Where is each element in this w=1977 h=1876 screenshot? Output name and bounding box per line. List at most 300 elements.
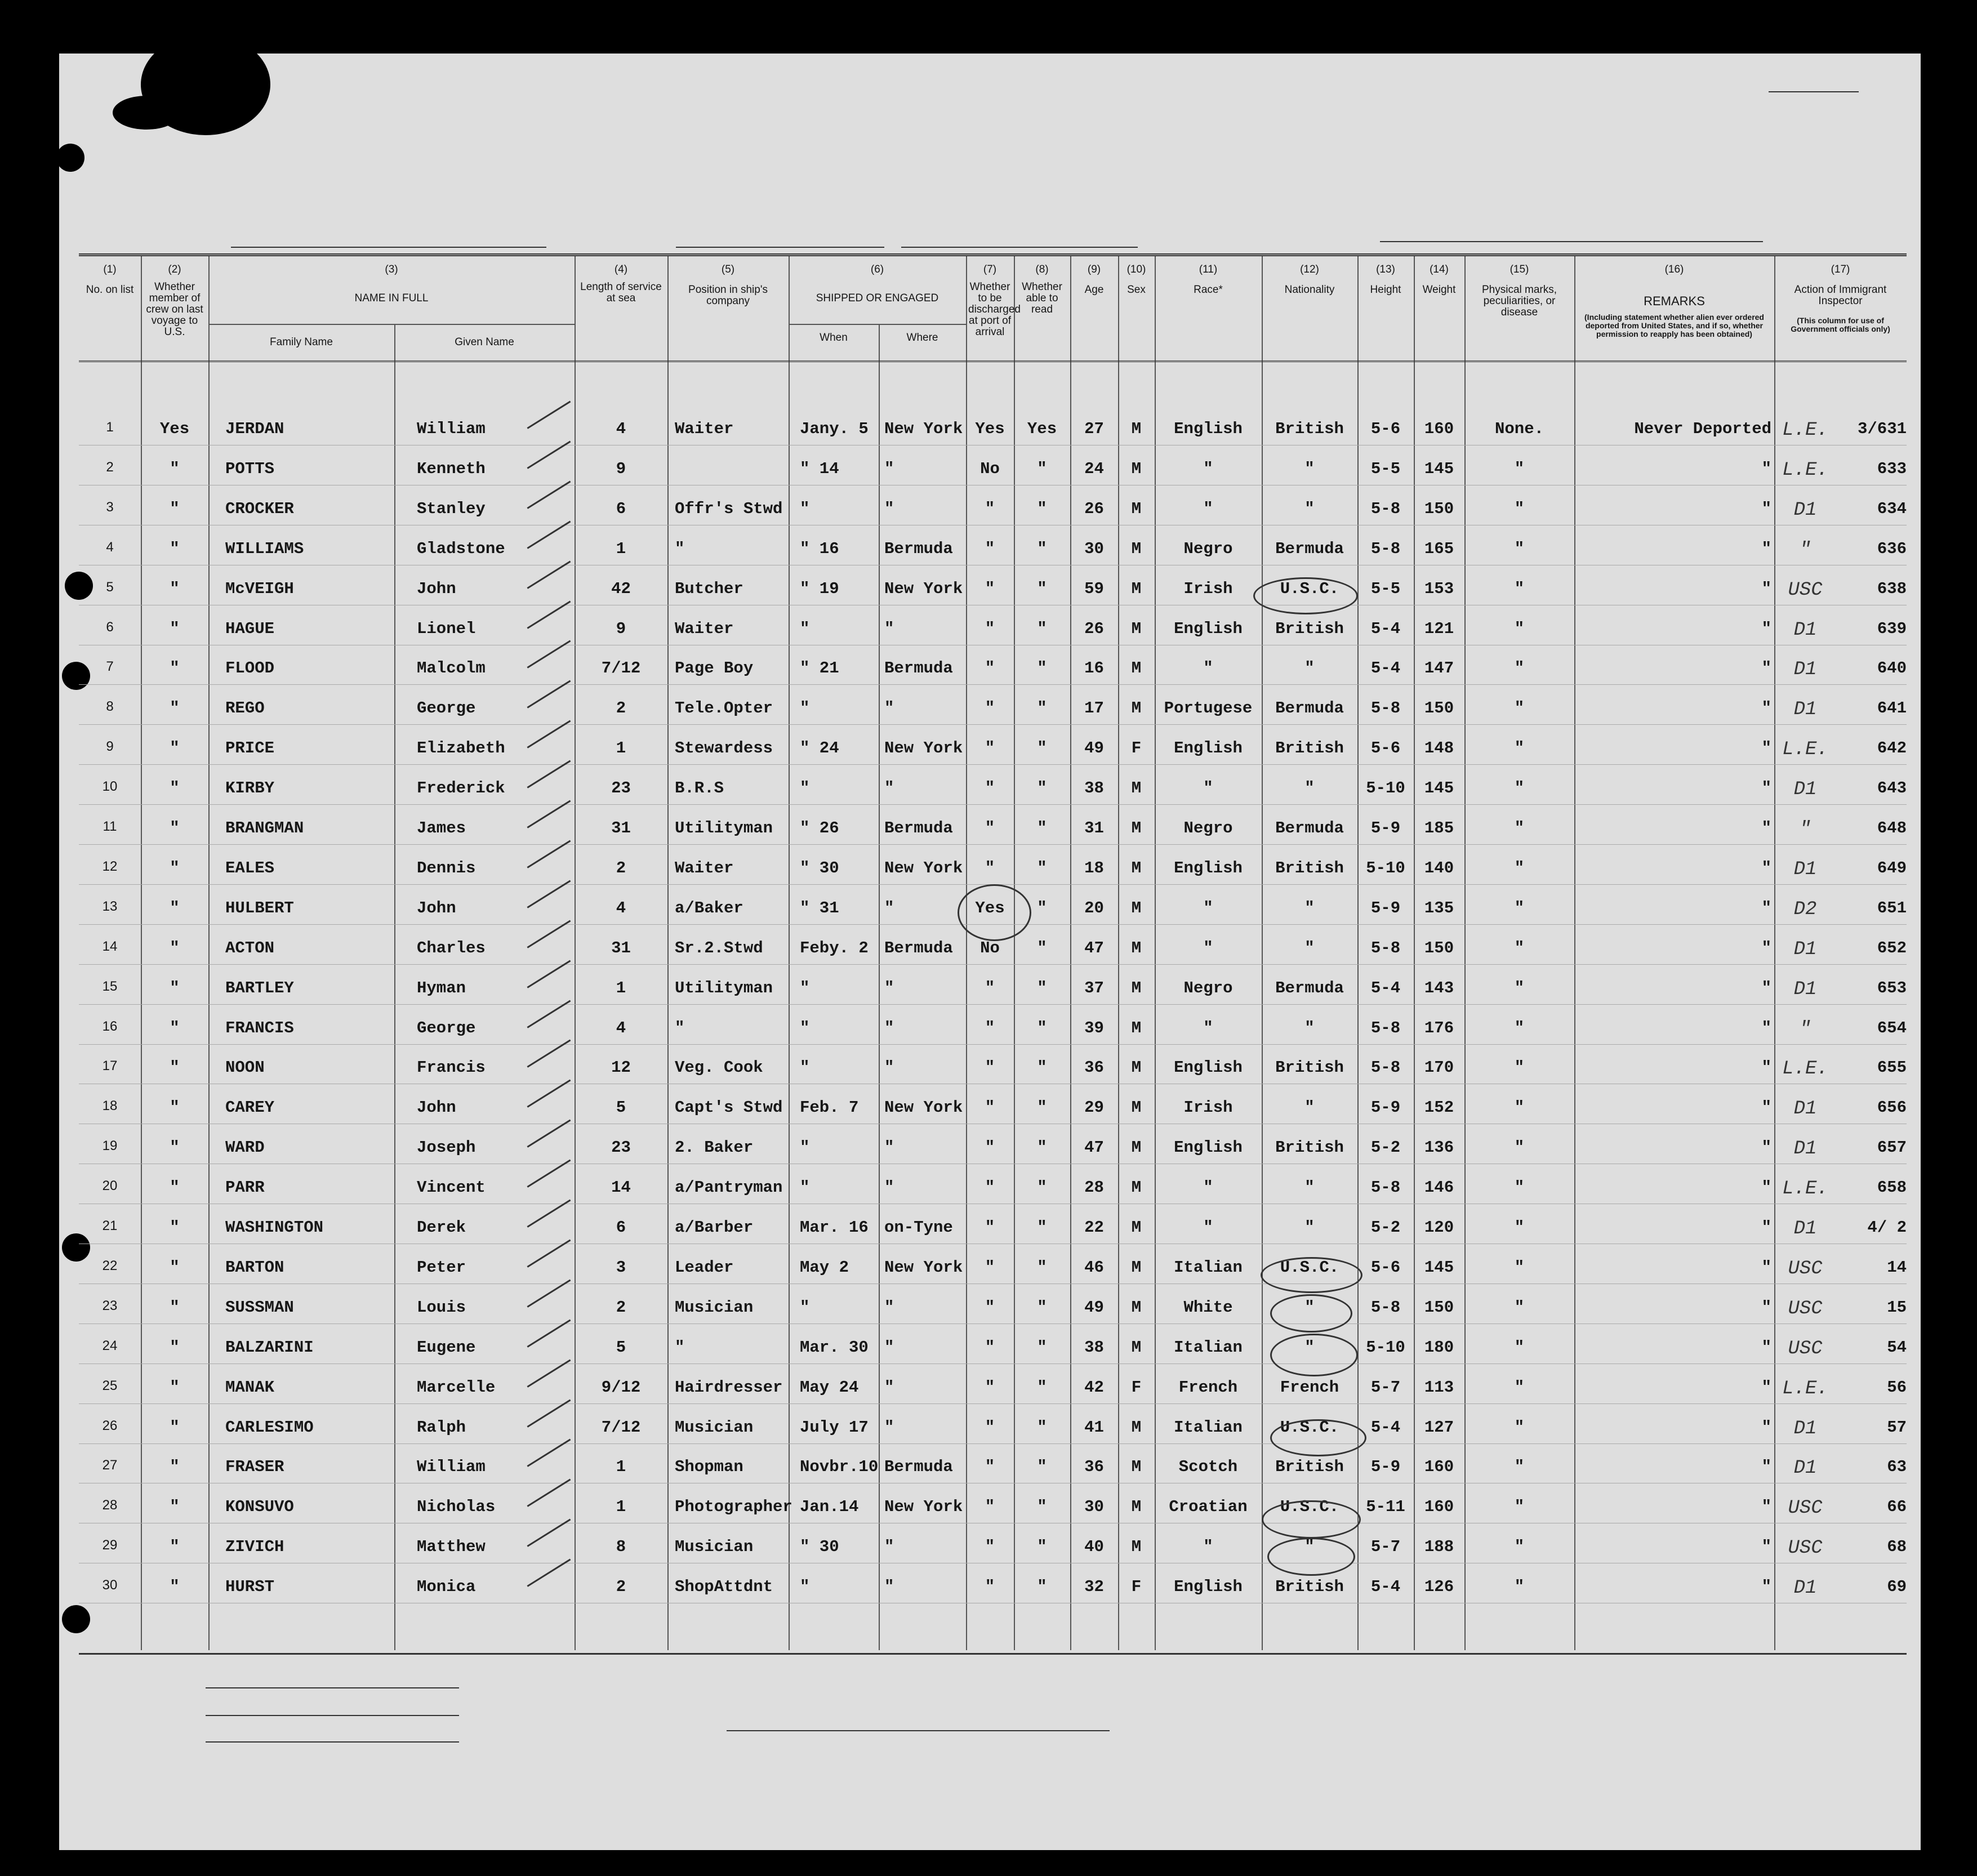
column-header: Action of Immigrant Inspector xyxy=(1794,284,1887,307)
cell-family: KONSUVO xyxy=(225,1498,294,1517)
cell-weight: 170 xyxy=(1424,1058,1454,1077)
cell-action: L.E. xyxy=(1782,420,1828,441)
cell-marks: " xyxy=(1514,938,1525,957)
cell-age: 42 xyxy=(1084,1378,1104,1397)
cell-nationality: " xyxy=(1304,779,1315,798)
cell-action: D1 xyxy=(1793,1138,1817,1160)
cell-marks: " xyxy=(1514,898,1525,917)
cell-member: " xyxy=(170,1058,180,1077)
cell-num: 57 xyxy=(1887,1418,1907,1437)
cell-read: " xyxy=(1037,1418,1047,1437)
cell-num: 4/ 2 xyxy=(1867,1218,1907,1237)
cell-num: 651 xyxy=(1877,898,1907,917)
cell-member: " xyxy=(170,858,180,877)
cell-when: Novbr.10 xyxy=(800,1458,879,1477)
cell-nationality: British xyxy=(1275,1458,1344,1477)
column-subheader: Where xyxy=(906,332,938,344)
column-rule xyxy=(1574,256,1575,1650)
cell-given: Eugene xyxy=(417,1338,476,1357)
cell-nationality: British xyxy=(1275,739,1344,758)
column-subheader: When xyxy=(820,332,848,344)
cell-where: " xyxy=(884,898,894,917)
cell-remarks: " xyxy=(1761,779,1771,798)
cell-read: " xyxy=(1037,1298,1047,1317)
cell-sex: M xyxy=(1131,819,1142,837)
cell-weight: 145 xyxy=(1424,459,1454,478)
cell-when: " 14 xyxy=(800,459,839,478)
cell-sex: M xyxy=(1131,1218,1142,1237)
cell-member: " xyxy=(170,1098,180,1117)
cell-action: D1 xyxy=(1793,938,1817,960)
usc-circle xyxy=(1270,1294,1352,1333)
cell-member: " xyxy=(170,1258,180,1277)
cell-where: " xyxy=(884,978,894,997)
cell-marks: " xyxy=(1514,1378,1525,1397)
cell-family: WILLIAMS xyxy=(225,539,304,558)
cell-family: PARR xyxy=(225,1178,265,1197)
cell-age: 37 xyxy=(1084,978,1104,997)
cell-family: FRASER xyxy=(225,1458,284,1477)
cell-race: Negro xyxy=(1183,539,1233,558)
cell-no: 17 xyxy=(102,1058,118,1074)
cell-family: KIRBY xyxy=(225,779,275,798)
punch-hole xyxy=(56,144,84,172)
cell-given: John xyxy=(417,898,456,917)
cell-read: " xyxy=(1037,1058,1047,1077)
cell-read: " xyxy=(1037,1458,1047,1477)
column-header: No. on list xyxy=(86,284,134,296)
cell-position: Musician xyxy=(675,1298,754,1317)
cell-num: 638 xyxy=(1877,579,1907,598)
cell-weight: 148 xyxy=(1424,739,1454,758)
cell-remarks: " xyxy=(1761,659,1771,678)
cell-height: 5-7 xyxy=(1370,1378,1401,1397)
cell-race: " xyxy=(1203,659,1213,678)
cell-marks: " xyxy=(1514,699,1525,718)
cell-where: " xyxy=(884,1378,894,1397)
cell-service: 23 xyxy=(611,1138,631,1157)
cell-marks: " xyxy=(1514,1498,1525,1517)
cell-disch: " xyxy=(985,819,995,837)
cell-position: Photographer xyxy=(675,1498,792,1517)
cell-height: 5-8 xyxy=(1370,1298,1401,1317)
cell-age: 27 xyxy=(1084,420,1104,438)
cell-disch: " xyxy=(985,1018,995,1037)
cell-sex: F xyxy=(1131,739,1142,758)
cell-where: on-Tyne xyxy=(884,1218,953,1237)
cell-service: 31 xyxy=(611,819,631,837)
cell-age: 38 xyxy=(1084,1338,1104,1357)
cell-given: John xyxy=(417,579,456,598)
cell-race: White xyxy=(1183,1298,1233,1317)
cell-num: 66 xyxy=(1887,1498,1907,1517)
cell-member: " xyxy=(170,539,180,558)
cell-position: a/Baker xyxy=(675,898,743,917)
cell-marks: " xyxy=(1514,1298,1525,1317)
cell-family: CROCKER xyxy=(225,499,294,518)
cell-service: 9 xyxy=(616,459,626,478)
cell-action: D1 xyxy=(1793,1578,1817,1599)
cell-disch: " xyxy=(985,1418,995,1437)
cell-marks: " xyxy=(1514,858,1525,877)
cell-marks: " xyxy=(1514,1098,1525,1117)
cell-where: " xyxy=(884,699,894,718)
cell-where: New York xyxy=(884,1098,963,1117)
cell-when: " xyxy=(800,1178,810,1197)
cell-nationality: " xyxy=(1304,1538,1315,1557)
cell-position: Waiter xyxy=(675,420,734,438)
cell-read: " xyxy=(1037,619,1047,638)
cell-disch: Yes xyxy=(975,898,1005,917)
cell-age: 31 xyxy=(1084,819,1104,837)
cell-where: Bermuda xyxy=(884,659,953,678)
cell-given: Derek xyxy=(417,1218,466,1237)
cell-read: " xyxy=(1037,1218,1047,1237)
cell-family: FRANCIS xyxy=(225,1018,294,1037)
cell-action: " xyxy=(1799,539,1811,561)
cell-nationality: " xyxy=(1304,898,1315,917)
cell-nationality: " xyxy=(1304,1338,1315,1357)
cell-service: 12 xyxy=(611,1058,631,1077)
column-subheader: (Including statement whether alien ever ordered deported from United States, and if so, whether permission to reapply has been obtained) xyxy=(1584,313,1764,338)
cell-service: 42 xyxy=(611,579,631,598)
cell-marks: " xyxy=(1514,579,1525,598)
cell-race: " xyxy=(1203,779,1213,798)
cell-family: MANAK xyxy=(225,1378,275,1397)
cell-given: Hyman xyxy=(417,978,466,997)
cell-age: 30 xyxy=(1084,1498,1104,1517)
cell-family: NOON xyxy=(225,1058,265,1077)
cell-when: " xyxy=(800,1018,810,1037)
cell-read: " xyxy=(1037,1578,1047,1597)
column-number: (3) xyxy=(385,264,398,275)
cell-weight: 150 xyxy=(1424,938,1454,957)
cell-no: 8 xyxy=(106,699,114,715)
cell-when: Mar. 16 xyxy=(800,1218,869,1237)
cell-when: May 24 xyxy=(800,1378,859,1397)
cell-age: 49 xyxy=(1084,739,1104,758)
cell-position: Sr.2.Stwd xyxy=(675,938,763,957)
cell-remarks: " xyxy=(1761,1258,1771,1277)
cell-race: English xyxy=(1174,420,1243,438)
cell-height: 5-8 xyxy=(1370,938,1401,957)
cell-disch: " xyxy=(985,739,995,758)
cell-sex: M xyxy=(1131,459,1142,478)
cell-height: 5-8 xyxy=(1370,539,1401,558)
cell-where: " xyxy=(884,1418,894,1437)
cell-disch: " xyxy=(985,1498,995,1517)
cell-when: " 30 xyxy=(800,858,839,877)
cell-weight: 120 xyxy=(1424,1218,1454,1237)
cell-family: ZIVICH xyxy=(225,1538,284,1557)
cell-marks: " xyxy=(1514,819,1525,837)
cell-read: " xyxy=(1037,539,1047,558)
column-rule xyxy=(394,324,395,1650)
cell-weight: 160 xyxy=(1424,420,1454,438)
cell-member: " xyxy=(170,1378,180,1397)
cell-where: " xyxy=(884,1538,894,1557)
cell-service: 2 xyxy=(616,1298,626,1317)
cell-no: 20 xyxy=(102,1178,118,1194)
cell-where: " xyxy=(884,1298,894,1317)
cell-no: 9 xyxy=(106,739,114,755)
cell-action: USC xyxy=(1788,579,1823,601)
cell-num: 641 xyxy=(1877,699,1907,718)
cell-given: Francis xyxy=(417,1058,486,1077)
cell-weight: 160 xyxy=(1424,1498,1454,1517)
cell-weight: 127 xyxy=(1424,1418,1454,1437)
cell-nationality: " xyxy=(1304,938,1315,957)
cell-where: " xyxy=(884,1018,894,1037)
cell-weight: 153 xyxy=(1424,579,1454,598)
cell-member: " xyxy=(170,1138,180,1157)
cell-disch: " xyxy=(985,1338,995,1357)
cell-num: 652 xyxy=(1877,938,1907,957)
cell-race: " xyxy=(1203,459,1213,478)
cell-where: Bermuda xyxy=(884,938,953,957)
cell-action: D1 xyxy=(1793,659,1817,681)
cell-marks: " xyxy=(1514,1058,1525,1077)
cell-given: Louis xyxy=(417,1298,466,1317)
cell-no: 5 xyxy=(106,579,114,595)
cell-nationality: Bermuda xyxy=(1275,699,1344,718)
cell-read: " xyxy=(1037,779,1047,798)
cell-race: Irish xyxy=(1183,579,1233,598)
cell-disch: " xyxy=(985,1058,995,1077)
cell-family: CAREY xyxy=(225,1098,275,1117)
cell-weight: 126 xyxy=(1424,1578,1454,1597)
cell-remarks: " xyxy=(1761,459,1771,478)
cell-read: " xyxy=(1037,819,1047,837)
cell-position: Waiter xyxy=(675,858,734,877)
cell-nationality: " xyxy=(1304,1178,1315,1197)
cell-weight: 188 xyxy=(1424,1538,1454,1557)
cell-no: 7 xyxy=(106,659,114,675)
cell-remarks: " xyxy=(1761,739,1771,758)
cell-height: 5-6 xyxy=(1370,1258,1401,1277)
cell-disch: " xyxy=(985,1458,995,1477)
column-header: Length of service at sea xyxy=(580,281,662,304)
cell-remarks: " xyxy=(1761,1138,1771,1157)
cell-race: English xyxy=(1174,739,1243,758)
cell-disch: " xyxy=(985,779,995,798)
cell-no: 25 xyxy=(102,1378,118,1393)
cell-member: " xyxy=(170,898,180,917)
cell-race: " xyxy=(1203,1218,1213,1237)
cell-nationality: Bermuda xyxy=(1275,539,1344,558)
cell-read: " xyxy=(1037,1498,1047,1517)
cell-service: 7/12 xyxy=(601,659,641,678)
cell-marks: " xyxy=(1514,1578,1525,1597)
cell-num: 634 xyxy=(1877,499,1907,518)
cell-remarks: " xyxy=(1761,978,1771,997)
cell-given: Kenneth xyxy=(417,459,486,478)
cell-where: " xyxy=(884,1138,894,1157)
column-header: Whether to be discharged at port of arrival xyxy=(968,281,1021,338)
cell-disch: " xyxy=(985,978,995,997)
cell-remarks: " xyxy=(1761,1458,1771,1477)
cell-remarks: " xyxy=(1761,1218,1771,1237)
cell-num: 68 xyxy=(1887,1538,1907,1557)
cell-read: " xyxy=(1037,1018,1047,1037)
cell-action: L.E. xyxy=(1782,1178,1828,1200)
cell-when: " xyxy=(800,699,810,718)
cell-disch: " xyxy=(985,1138,995,1157)
cell-given: Vincent xyxy=(417,1178,486,1197)
cell-no: 11 xyxy=(103,819,117,834)
cell-sex: M xyxy=(1131,1498,1142,1517)
cell-action: D1 xyxy=(1793,779,1817,801)
cell-when: July 17 xyxy=(800,1418,869,1437)
cell-height: 5-4 xyxy=(1370,619,1401,638)
cell-age: 29 xyxy=(1084,1098,1104,1117)
cell-age: 47 xyxy=(1084,1138,1104,1157)
cell-action: " xyxy=(1799,1018,1811,1040)
cell-service: 1 xyxy=(616,539,626,558)
cell-height: 5-4 xyxy=(1370,1418,1401,1437)
cell-height: 5-4 xyxy=(1370,1578,1401,1597)
cell-remarks: " xyxy=(1761,1298,1771,1317)
cell-family: EALES xyxy=(225,858,275,877)
cell-action: D1 xyxy=(1793,1418,1817,1440)
column-header: REMARKS xyxy=(1644,294,1705,308)
cell-when: Feby. 2 xyxy=(800,938,869,957)
cell-height: 5-5 xyxy=(1370,579,1401,598)
row-rule xyxy=(79,724,1907,725)
cell-sex: M xyxy=(1131,659,1142,678)
cell-member: " xyxy=(170,978,180,997)
cell-sex: M xyxy=(1131,619,1142,638)
cell-weight: 160 xyxy=(1424,1458,1454,1477)
cell-service: 4 xyxy=(616,1018,626,1037)
cell-position: Capt's Stwd xyxy=(675,1098,783,1117)
cell-sex: M xyxy=(1131,1178,1142,1197)
cell-position: " xyxy=(675,539,685,558)
cell-sex: M xyxy=(1131,420,1142,438)
cell-position: Offr's Stwd xyxy=(675,499,783,518)
cell-position: Waiter xyxy=(675,619,734,638)
cell-num: 648 xyxy=(1877,819,1907,837)
cell-member: " xyxy=(170,1578,180,1597)
cell-position: 2. Baker xyxy=(675,1138,754,1157)
cell-nationality: French xyxy=(1280,1378,1339,1397)
cell-when: " 31 xyxy=(800,898,839,917)
cell-service: 1 xyxy=(616,1498,626,1517)
cell-num: 654 xyxy=(1877,1018,1907,1037)
cell-num: 3/631 xyxy=(1857,420,1907,438)
cell-sex: F xyxy=(1131,1378,1142,1397)
cell-read: " xyxy=(1037,1098,1047,1117)
cell-sex: M xyxy=(1131,1098,1142,1117)
cell-given: Malcolm xyxy=(417,659,486,678)
cell-age: 28 xyxy=(1084,1178,1104,1197)
cell-service: 2 xyxy=(616,1578,626,1597)
cell-age: 46 xyxy=(1084,1258,1104,1277)
cell-member: " xyxy=(170,938,180,957)
column-number: (13) xyxy=(1376,264,1395,275)
cell-read: " xyxy=(1037,1338,1047,1357)
column-number: (16) xyxy=(1664,264,1684,275)
cell-remarks: " xyxy=(1761,579,1771,598)
cell-age: 36 xyxy=(1084,1058,1104,1077)
cell-member: " xyxy=(170,659,180,678)
cell-given: Nicholas xyxy=(417,1498,496,1517)
cell-when: " 30 xyxy=(800,1538,839,1557)
cell-no: 3 xyxy=(106,499,114,515)
cell-service: 8 xyxy=(616,1538,626,1557)
column-header: Race* xyxy=(1194,284,1223,296)
cell-member: " xyxy=(170,579,180,598)
column-number: (4) xyxy=(614,264,628,275)
cell-disch: Yes xyxy=(975,420,1005,438)
cell-read: Yes xyxy=(1027,420,1057,438)
cell-when: Feb. 7 xyxy=(800,1098,859,1117)
cell-age: 26 xyxy=(1084,619,1104,638)
cell-marks: None. xyxy=(1494,420,1544,438)
cell-nationality: " xyxy=(1304,1018,1315,1037)
row-rule xyxy=(79,1443,1907,1444)
cell-sex: M xyxy=(1131,579,1142,598)
cell-when: May 2 xyxy=(800,1258,849,1277)
cell-where: New York xyxy=(884,858,963,877)
column-number: (6) xyxy=(870,264,884,275)
column-number: (1) xyxy=(103,264,117,275)
cell-race: Negro xyxy=(1183,978,1233,997)
cell-given: Charles xyxy=(417,938,486,957)
cell-race: Negro xyxy=(1183,819,1233,837)
cell-service: 1 xyxy=(616,1458,626,1477)
cell-marks: " xyxy=(1514,1338,1525,1357)
cell-service: 31 xyxy=(611,938,631,957)
cell-sex: M xyxy=(1131,1298,1142,1317)
cell-nationality: Bermuda xyxy=(1275,978,1344,997)
cell-weight: 165 xyxy=(1424,539,1454,558)
cell-when: " 26 xyxy=(800,819,839,837)
cell-family: SUSSMAN xyxy=(225,1298,294,1317)
column-header: SHIPPED OR ENGAGED xyxy=(816,292,939,304)
cell-marks: " xyxy=(1514,1018,1525,1037)
cell-where: " xyxy=(884,779,894,798)
cell-position: Shopman xyxy=(675,1458,743,1477)
cell-action: D1 xyxy=(1793,1218,1817,1240)
cell-position: ShopAttdnt xyxy=(675,1578,773,1597)
cell-nationality: " xyxy=(1304,1218,1315,1237)
cell-sex: M xyxy=(1131,1458,1142,1477)
cell-no: 13 xyxy=(102,898,118,914)
cell-num: 658 xyxy=(1877,1178,1907,1197)
cell-when: " xyxy=(800,978,810,997)
cell-age: 26 xyxy=(1084,499,1104,518)
column-number: (8) xyxy=(1035,264,1049,275)
cell-family: BRANGMAN xyxy=(225,819,304,837)
cell-remarks: " xyxy=(1761,1418,1771,1437)
cell-remarks: " xyxy=(1761,699,1771,718)
cell-remarks: " xyxy=(1761,619,1771,638)
cell-disch: " xyxy=(985,699,995,718)
cell-read: " xyxy=(1037,459,1047,478)
cell-read: " xyxy=(1037,1138,1047,1157)
cell-member: " xyxy=(170,1538,180,1557)
cell-where: " xyxy=(884,1338,894,1357)
cell-disch: " xyxy=(985,499,995,518)
cell-height: 5-8 xyxy=(1370,499,1401,518)
cell-given: Frederick xyxy=(417,779,505,798)
cell-nationality: " xyxy=(1304,1098,1315,1117)
column-header: Weight xyxy=(1422,284,1456,296)
cell-service: 6 xyxy=(616,499,626,518)
cell-disch: " xyxy=(985,619,995,638)
cell-no: 19 xyxy=(102,1138,118,1154)
